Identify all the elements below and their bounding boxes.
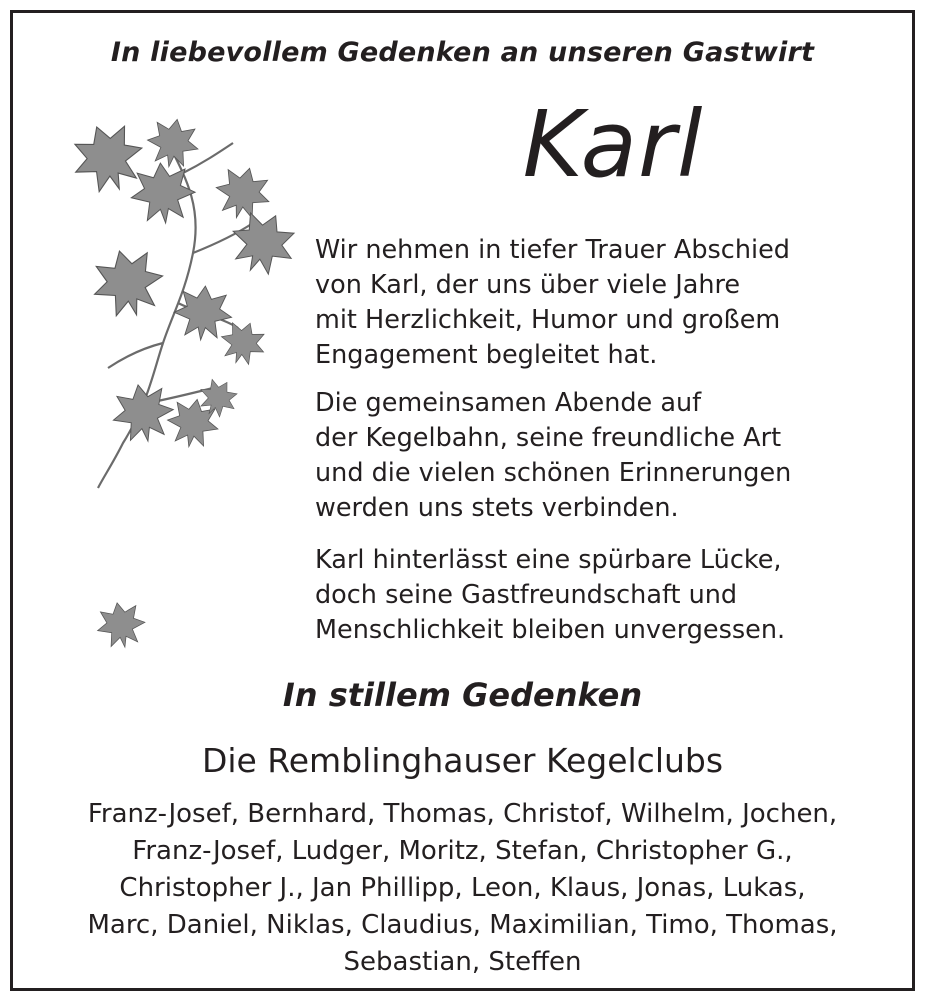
message-line: und die vielen schönen Erinnerungen (315, 458, 792, 488)
obituary-card (10, 10, 915, 991)
message-line: Die gemeinsamen Abende auf (315, 388, 702, 418)
closing-phrase: In stillem Gedenken (282, 676, 643, 714)
message-paragraph-1 (315, 233, 875, 373)
message-line: mit Herzlichkeit, Humor und großem (315, 305, 781, 335)
member-line: Marc, Daniel, Niklas, Claudius, Maximilian, Timo, Thomas, (87, 910, 838, 940)
member-line: Sebastian, Steffen (343, 947, 582, 977)
message-line: Menschlichkeit bleiben unvergessen. (315, 615, 786, 645)
message-paragraph-3 (315, 543, 875, 648)
dedication-heading: In liebevollem Gedenken an unseren Gastwirt (110, 37, 815, 68)
ivy-leaf-icon (91, 595, 151, 655)
message-line: von Karl, der uns über viele Jahre (315, 270, 741, 300)
message-line: der Kegelbahn, seine freundliche Art (315, 423, 782, 453)
message-line: Karl hinterlässt eine spürbare Lücke, (315, 545, 782, 575)
message-line: Wir nehmen in tiefer Trauer Abschied (315, 235, 790, 265)
sender-group: Die Remblinghauser Kegelclubs (201, 741, 724, 780)
member-names (13, 796, 912, 981)
message-paragraph-2 (315, 386, 875, 526)
deceased-name: Karl (522, 91, 704, 198)
member-line: Franz-Josef, Ludger, Moritz, Stefan, Christopher G., (132, 836, 793, 866)
message-line: werden uns stets verbinden. (315, 493, 679, 523)
message-line: Engagement begleitet hat. (315, 340, 658, 370)
message-line: doch seine Gastfreundschaft und (315, 580, 738, 610)
ivy-branch-icon (53, 113, 303, 503)
member-line: Franz-Josef, Bernhard, Thomas, Christof, Wilhelm, Jochen, (87, 799, 838, 829)
member-line: Christopher J., Jan Phillipp, Leon, Klaus, Jonas, Lukas, (119, 873, 806, 903)
